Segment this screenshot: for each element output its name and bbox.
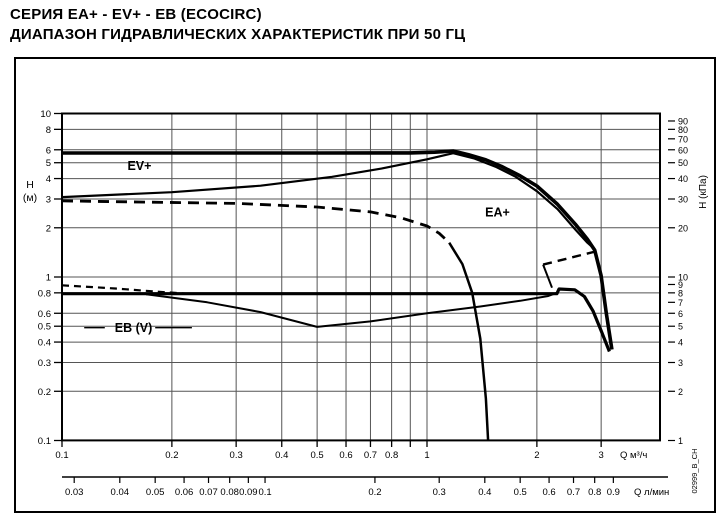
bottom-secondary-tick-label: 0.7: [566, 487, 581, 498]
left-tick-label: 1: [45, 272, 51, 284]
left-axis-unit-2: (м): [22, 192, 38, 204]
bottom-secondary-tick-label: 0.9: [606, 487, 620, 498]
left-axis-unit: H: [26, 179, 34, 191]
left-tick-label: 6: [45, 145, 51, 157]
right-tick-label: 60: [678, 145, 689, 156]
left-tick-label: 0.1: [37, 436, 51, 447]
right-tick-label: 4: [678, 337, 684, 348]
right-tick-label: 6: [678, 308, 684, 319]
bottom-secondary-tick-label: 0.07: [199, 487, 218, 498]
bottom-secondary-tick-label: 0.1: [258, 487, 272, 498]
series-right-dashed-segment: [543, 250, 601, 265]
right-tick-label: 7: [678, 297, 684, 308]
left-tick-label: 10: [40, 109, 51, 120]
watermark-code: 02999_B_CH: [690, 448, 699, 494]
left-tick-label: 0.5: [37, 321, 51, 333]
bottom-secondary-tick-label: 0.8: [588, 487, 602, 498]
gridlines: [62, 114, 660, 441]
right-tick-label: 70: [678, 134, 689, 145]
right-tick-label: 50: [678, 158, 689, 169]
left-tick-label: 0.3: [37, 357, 51, 369]
series-ev-ea-upper-limit: [62, 151, 612, 350]
left-tick-label: 0.8: [37, 288, 51, 300]
bottom-secondary-tick-label: 0.06: [174, 487, 194, 498]
right-tick-label: 20: [678, 223, 689, 234]
bottom-primary-tick-label: 0.4: [275, 450, 289, 461]
page-title-line1: СЕРИЯ EA+ - EV+ - EB (ECOCIRC): [10, 6, 262, 23]
series-ev-dashed-curve: [62, 201, 449, 243]
left-tick-label: 8: [45, 124, 51, 136]
right-tick-label: 10: [678, 272, 689, 283]
series-right-connector: [543, 265, 552, 288]
bottom-secondary-tick-label: 0.04: [110, 487, 130, 498]
page-title-line2: ДИАПАЗОН ГИДРАВЛИЧЕСКИХ ХАРАКТЕРИСТИК ПРИ 50 ГЦ: [10, 26, 466, 43]
left-axis: [23, 109, 62, 447]
curve-label-ea: EA+: [485, 205, 510, 220]
series-eb-lower-boundary: [146, 293, 557, 327]
right-tick-label: 9: [678, 279, 684, 290]
bottom-primary-tick-label: 0.3: [229, 450, 243, 461]
bottom-secondary-tick-label: 0.3: [432, 487, 446, 498]
bottom-primary-tick-label: 0.1: [55, 450, 69, 461]
right-tick-label: 2: [678, 386, 684, 397]
bottom-secondary-tick-label: 0.05: [145, 487, 165, 498]
right-tick-label: 5: [678, 321, 684, 332]
right-axis: [668, 116, 709, 446]
bottom-secondary-tick-label: 0.03: [64, 487, 84, 498]
pump-curves: [62, 151, 612, 441]
bottom-primary-tick-label: 2: [534, 450, 540, 461]
curve-label-ev: EV+: [127, 159, 152, 174]
bottom-primary-tick-label: 3: [598, 450, 604, 461]
bottom-axis-lmin: [62, 477, 669, 498]
right-tick-label: 40: [678, 174, 689, 185]
bottom-primary-tick-label: 0.2: [165, 450, 179, 461]
bottom-primary-tick-label: 1: [424, 450, 430, 461]
left-tick-label: 0.2: [37, 386, 51, 398]
right-tick-label: 1: [678, 436, 684, 446]
bottom-secondary-tick-label: 0.4: [478, 487, 492, 498]
bottom-primary-tick-label: 0.5: [310, 450, 324, 461]
bottom-primary-unit: Q м³/ч: [620, 450, 648, 461]
right-tick-label: 3: [678, 357, 684, 368]
bottom-primary-tick-label: 0.6: [339, 450, 353, 461]
bottom-secondary-unit: Q л/мин: [634, 487, 670, 498]
right-tick-label: 90: [678, 116, 689, 127]
bottom-secondary-tick-label: 0.09: [239, 487, 258, 498]
left-tick-label: 0.4: [37, 337, 51, 349]
left-tick-label: 5: [45, 158, 51, 170]
left-tick-label: 2: [45, 223, 51, 235]
right-tick-label: 8: [678, 288, 684, 299]
right-tick-label: 30: [678, 194, 689, 205]
bottom-primary-tick-label: 0.7: [363, 450, 378, 461]
right-axis-unit: H (кПа): [698, 175, 709, 209]
left-tick-label: 3: [45, 194, 51, 206]
bottom-secondary-tick-label: 0.5: [513, 487, 527, 498]
right-tick-label: 80: [678, 124, 689, 135]
left-tick-label: 0.6: [37, 308, 51, 320]
bottom-secondary-tick-label: 0.2: [368, 487, 382, 498]
bottom-primary-tick-label: 0.8: [385, 450, 399, 461]
bottom-secondary-tick-label: 0.08: [220, 487, 239, 498]
left-tick-label: 4: [45, 174, 51, 186]
bottom-axis-m3h: [55, 440, 647, 461]
bottom-secondary-tick-label: 0.6: [542, 487, 556, 498]
curve-label-eb: EB (V): [114, 321, 153, 336]
